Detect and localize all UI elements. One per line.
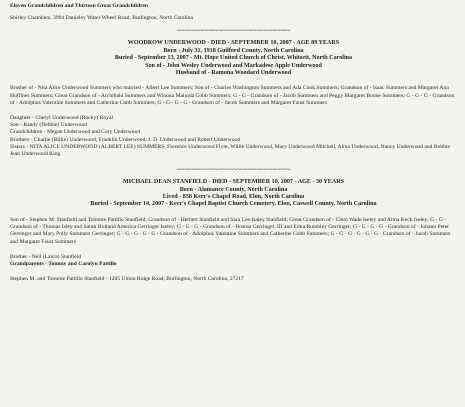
grandchildren-line: Grandchildren - Megan Underwood and Cory Underwood bbox=[10, 129, 141, 136]
obituary-michael-stanfield bbox=[10, 179, 457, 283]
grandchildren-summary: Eleven Grandchildren and Thirteen Great Grandchildren bbox=[10, 3, 149, 9]
section-divider: ~~~~~~~~~~~~~~~~~~~~~~~~~~~~~~ bbox=[176, 27, 291, 36]
address-line: Stephen M. and Tommie Pattillo Stanfield - 1205 Union Ridge Road, Burlington, North Carolina, 27217 bbox=[10, 276, 244, 283]
brother-of-paragraph: Brother of - Nita Alice Underwood Summers who married - Albert Lee Summers; Son of - Charles Washington Summers and Ada Cook Summers; Grandson of - Isaac Summers and Margaret Ann Huffines Summers; Great Grandson of - Archibald Summers and Winona Malinda Cobb Summers; G - G - Grandson of - Jacob Summers and Peggy Margaret Boone Summers; G - G - G - Grandson of - Adolphus Valentine Summers and Catherine Cobb Summers; G - G - G - G - Grandson of - Jacob Summers and Margaret Faust Summers bbox=[10, 85, 455, 106]
son-of-paragraph: Son of - Stephen M. Stanfield and Tommie Pattillo Stanfield; Grandson of - Herbert Stanfield and Sara Lee Isaley Stanfield; Great Grandson of - Clem Wade Iseley and Alma Keck Iseley; G - G - Grandson of - Thomas Isley and Sarah Holland America Gerringer Iseley; G - G - G - Grandson of - Boston Gerringer, III and Edna Rumbley Gerringer; G - G - G - G - Grandson of - Johann Peter Gerringer and Mary Polly Summers Gerringer; G - G - G - G - G - Grandson of - Adolphus Valentine Summers and Catherine Cobb Summers; G - G - G - G - G - G - Grandson of - Jacob Summers and Margaret Faust Summers bbox=[10, 216, 451, 245]
brothers-line: Brothers - Charlie (Billie) Underwood, Franklin Underwood, J. D. Underwood and Robert Underwood bbox=[10, 136, 241, 143]
buried-line: Buried - September 14, 2007 - Kerr's Chapel Baptist Church Cemetery, Elon, Caswell County, North Carolina bbox=[90, 201, 377, 208]
contact-line: Shirley Chambers, 3904 Danieley Water Wheel Road, Burlington, North Carolina bbox=[10, 15, 193, 22]
lived-line: Lived - 858 Kerr's Chapel Road, Elon, North Carolina bbox=[162, 194, 305, 201]
born-line: Born - July 31, 1918 Guilford County, North Carolina bbox=[163, 47, 304, 54]
grandparents-line: Grandparents - Tommy and Carolyn Pattillo bbox=[10, 260, 117, 267]
brother-line: Brother - Neil (Laura) Stanfield bbox=[10, 253, 82, 260]
son-of-line: Son of - John Wesley Underwood and Markadese Apple Underwood bbox=[145, 62, 322, 69]
daughter-line: Daughter - Cheryl Underwood (Rocky) Royal bbox=[10, 115, 113, 122]
buried-line: Buried - September 13, 2007 - Mt. Hope United Church of Christ, Whitsett, North Carolina bbox=[114, 55, 353, 62]
section-divider: ~~~~~~~~~~~~~~~~~~~~~~~~~~~~~~ bbox=[176, 166, 291, 175]
obituary-header: WOODROW UNDERWOOD - DIED - SEPTEMBER 10, 2007 - AGE 89 YEARS bbox=[127, 40, 340, 47]
born-line: Born - Alamance County, North Carolina bbox=[179, 186, 288, 193]
son-line: Son - Randy (Debbie) Underwood bbox=[10, 122, 88, 129]
sisters-line: Sisters - NITA ALICE UNDERWOOD (ALBERT LEE) SUMMERS, Florence Underwood Flynt, Willie Underwood, Mary Underwood Mitchell, Alma Underwood, Nancy Underwood and Bobbie Jean Underwood King bbox=[10, 143, 451, 158]
obituary-header: MICHAEL DEAN STANFIELD - DIED - SEPTEMBER 10, 2007 - AGE - 30 YEARS bbox=[122, 179, 345, 186]
husband-of-line: Husband of - Ramona Woodard Underwood bbox=[175, 70, 292, 77]
obituary-woodrow-underwood bbox=[10, 40, 457, 158]
